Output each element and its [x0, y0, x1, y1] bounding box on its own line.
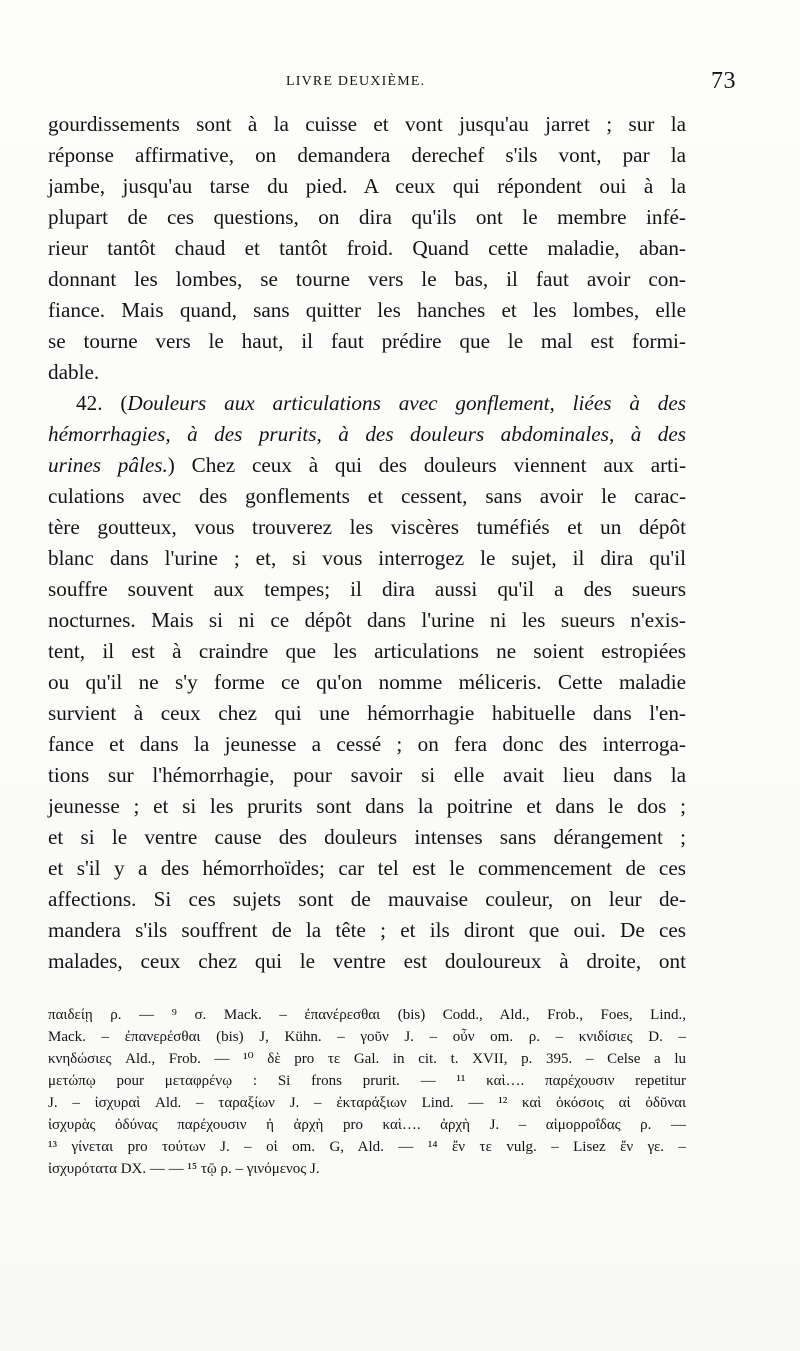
page-number: 73: [711, 68, 736, 94]
text-line: ou qu'il ne s'y forme ce qu'on nomme méliceris. Cette maladie: [48, 670, 686, 694]
text-line: gourdissements sont à la cuisse et vont jusqu'au jarret ; sur la: [48, 112, 686, 136]
footnote-line: J. – ἰσχυραὶ Ald. – ταραξίων J. – ἐκταράξιων Lind. — ¹² καὶ ὁκόσοις αἱ ὀδῦναι: [48, 1095, 686, 1111]
text-line: rieur tantôt chaud et tantôt froid. Quand cette maladie, aban-: [48, 236, 686, 260]
text-line: fiance. Mais quand, sans quitter les hanches et les lombes, elle: [48, 298, 686, 322]
footnote-line: κνηδώσιες Ald., Frob. — ¹⁰ δὲ pro τε Gal. in cit. t. XVII, p. 395. – Celse a lu: [48, 1051, 686, 1067]
text-line: jeunesse ; et si les prurits sont dans la poitrine et dans le dos ;: [48, 794, 686, 818]
text-line: malades, ceux chez qui le ventre est douloureux à droite, ont: [48, 949, 686, 973]
text-line: mandera s'ils souffrent de la tête ; et ils diront que oui. De ces: [48, 918, 686, 942]
text-line: réponse affirmative, on demandera derechef s'ils vont, par la: [48, 143, 686, 167]
footnotes: [48, 1004, 686, 1180]
footnote-line: ἰσχυρὰς ὀδύνας παρέχουσιν ἡ ἀρχὴ pro καὶ…. ἀρχὴ J. – αἱμορροΐδας ρ. —: [48, 1117, 686, 1133]
heading-close-paren: ): [167, 453, 175, 477]
section-heading-line: [48, 388, 686, 419]
text-line: souffre souvent aux tempes; il dira aussi qu'il a des sueurs: [48, 577, 686, 601]
footnote-line: μετώπῳ pour μεταφρένῳ : Si frons prurit. — ¹¹ καὶ…. παρέχουσιν repetitur: [48, 1073, 686, 1089]
section-start-text: Chez ceux à qui des douleurs viennent aux arti-: [191, 453, 686, 477]
text-line: culations avec des gonflements et cessent, sans avoir le carac-: [48, 484, 686, 508]
text-line: dable.: [48, 360, 100, 384]
section-heading-line: [48, 450, 686, 481]
text-line: tent, il est à craindre que les articulations ne soient estropiées: [48, 639, 686, 663]
text-line: plupart de ces questions, on dira qu'ils ont le membre infé-: [48, 205, 686, 229]
text-line: affections. Si ces sujets sont de mauvaise couleur, on leur de-: [48, 887, 686, 911]
footnote-line: παιδείῃ ρ. — ⁹ σ. Mack. – ἐπανέρεσθαι (bis) Codd., Ald., Frob., Foes, Lind.,: [48, 1007, 686, 1023]
text-line: blanc dans l'urine ; et, si vous interrogez le sujet, il dira qu'il: [48, 546, 686, 570]
running-head: [48, 68, 748, 102]
section-heading-part: urines pâles.: [48, 453, 168, 477]
text-line: donnant les lombes, se tourne vers le bas, il faut avoir con-: [48, 267, 686, 291]
main-text: [48, 109, 686, 977]
footnote-line: ἰσχυρότατα DX. — — ¹⁵ τῷ ρ. – γινόμενος J.: [48, 1161, 320, 1177]
section-heading-part: hémorrhagies, à des prurits, à des douleurs abdominales, à des: [48, 422, 686, 446]
text-line: tions sur l'hémorrhagie, pour savoir si elle avait lieu dans la: [48, 763, 686, 787]
text-line: fance et dans la jeunesse a cessé ; on fera donc des interroga-: [48, 732, 686, 756]
running-title: LIVRE DEUXIÈME.: [286, 74, 426, 89]
section-heading-part: Douleurs aux articulations avec gonflement, liées à des: [127, 391, 687, 415]
text-line: tère goutteux, vous trouverez les viscères tuméfiés et un dépôt: [48, 515, 686, 539]
footnote-line: Mack. – ἐπανερέσθαι (bis) J, Kühn. – γοῦν J. – οὖν om. ρ. – κνιδίσιες D. –: [48, 1029, 686, 1045]
text-line: nocturnes. Mais si ni ce dépôt dans l'urine ni les sueurs n'exis-: [48, 608, 686, 632]
text-line: se tourne vers le haut, il faut prédire que le mal est formi-: [48, 329, 686, 353]
text-line: et s'il y a des hémorrhoïdes; car tel est le commencement de ces: [48, 856, 686, 880]
section-number: 42.: [76, 391, 103, 415]
heading-open-paren: (: [120, 391, 128, 415]
text-line: et si le ventre cause des douleurs intenses sans dérangement ;: [48, 825, 686, 849]
text-line: jambe, jusqu'au tarse du pied. A ceux qui répondent oui à la: [48, 174, 686, 198]
text-line: survient à ceux chez qui une hémorrhagie habituelle dans l'en-: [48, 701, 686, 725]
footnote-line: ¹³ γίνεται pro τούτων J. – οἱ om. G, Ald. — ¹⁴ ἔν τε vulg. – Lisez ἔν γε. –: [48, 1139, 686, 1155]
